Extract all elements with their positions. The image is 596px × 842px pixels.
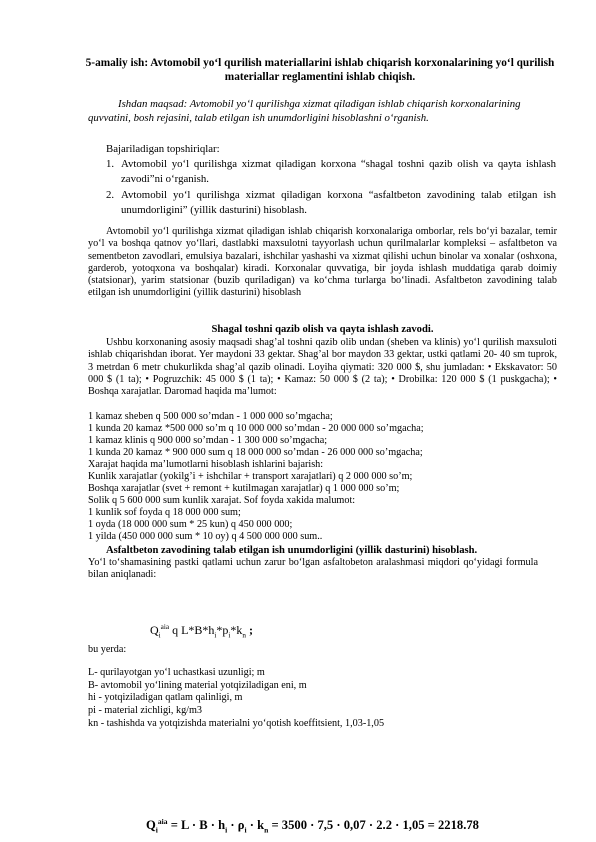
calc-line: Xarajat haqida ma’lumotlarni hisoblash ishlarini bajarish: xyxy=(88,459,324,470)
calc-line: 1 yilda (450 000 000 sum * 10 oy) q 4 500 000 000 sum.. xyxy=(88,531,323,542)
formula-asphalt-quantity: $Q_i^{aia}$ q $L*B*h_i*p_i*k_n$ ; xyxy=(150,623,253,640)
definition-line: pi - material zichligi, kg/m3 xyxy=(88,705,203,716)
definition-line: hi - yotqiziladigan qatlam qalinligi, m xyxy=(88,692,243,703)
intro-paragraph: Avtomobil yo‘l qurilishga xizmat qiladigan ishlab chiqarish korxonalariga omborlar, rels bo‘yi bazalar, temir yo‘l va boshqa qatnov yo‘llari, dastlabki maxsulotni tayyorlash uchun qurilmalarlar kompleksi – asfaltbeton va sementbeton zavodlari, emulsiya bazalari, ishchilar yashashi va xizmat qilishi uchun binolar va xonalar (oshxona, garderob, yotoqxona va boshqalar) kiradi. Korxonalar quvvatiga, bir joyda ishlash muddatiga qarab doimiy (statsionar), yarim statsionar (buzib quriladigan) va ko‘chma turlarga bo‘linadi. Asfaltbeton zavodining talab etilgan ish unumdorligini (yillik dasturini) hisoblash xyxy=(88,226,557,299)
calc-line: 1 kunda 20 kamaz * 900 000 sum q 18 000 000 so’mdan - 26 000 000 so’mgacha; xyxy=(88,447,423,458)
section-heading-asphalt: Asfaltbeton zavodining talab etilgan ish unumdorligini (yillik dasturini) hisoblash. xyxy=(106,545,478,556)
task-number: 1. xyxy=(106,158,115,170)
calc-line: 1 kamaz sheben q 500 000 so’mdan - 1 000 000 so’mgacha; xyxy=(88,411,333,422)
task-text: Avtomobil yo‘l qurilishga xizmat qiladigan korxona “asfaltbeton zavodining talab etilgan ish unumdorligini” (yillik dasturini) hisoblash. xyxy=(121,189,556,216)
where-label: bu yerda: xyxy=(88,644,127,655)
tasks-heading: Bajariladigan topshiriqlar: xyxy=(106,143,220,155)
calc-line: Solik q 5 600 000 sum kunlik xarajat. Sof foyda xakida malumot: xyxy=(88,495,356,506)
page-title: 5-amaliy ish: Avtomobil yo‘l qurilish materiallarini ishlab chiqarish korxonalarining yo‘l qurilish materiallar reglamentini ishlab chiqish. xyxy=(85,57,555,83)
calc-line: Boshqa xarajatlar (svet + remont + kutilmagan xarajatlar) q 1 000 000 so’m; xyxy=(88,483,400,494)
task-item-2 xyxy=(106,188,556,218)
definition-line: L- qurilayotgan yo‘l uchastkasi uzunligi; m xyxy=(88,667,265,678)
asphalt-paragraph: Yo‘l to‘shamasining pastki qatlami uchun zarur bo‘lgan asfaltobeton aralashmasi miqdori qo‘yidagi formula bilan aniqlanadi: xyxy=(88,557,538,581)
calc-line: 1 kunda 20 kamaz *500 000 so’m q 10 000 000 so’mdan - 20 000 000 so’mgacha; xyxy=(88,423,424,434)
task-item-1 xyxy=(106,157,556,187)
definition-line: B- avtomobil yo‘lining material yotqiziladigan eni, m xyxy=(88,680,307,691)
calc-line: 1 kamaz klinis q 900 000 so’mdan - 1 300 000 so’mgacha; xyxy=(88,435,328,446)
section-heading-gravel: Shagal toshni qazib olish va qayta ishlash zavodi. xyxy=(211,324,434,335)
calc-line: 1 oyda (18 000 000 sum * 25 kun) q 450 000 000; xyxy=(88,519,293,530)
definition-line: kn - tashishda va yotqizishda materialni yo‘qotish koeffitsient, 1,03-1,05 xyxy=(88,718,385,729)
gravel-paragraph: Ushbu korxonaning asosiy maqsadi shag’al toshni qazib olib undan (sheben va klinis) yo‘l qurilish maxsuloti ishlab chiqarishdan iborat. Yer maydoni 33 gektar. Shag’al bor maydon 33 gektar, ustki qatlami 20- 40 sm tuprok, 3 metrdan 6 metr chukurlikda shag’al qazib olinadi. Loyiha qiymati: 320 000 $, shu jumladan: • Ekskavator: 50 000 $ (1 ta); • Pogruzchik: 45 000 $ (1 ta); • Kamaz: 50 000 $ (2 ta); • Drobilka: 120 000 $ (1 puskgacha); • Boshqa xarajatlar. Daromad haqida ma’lumot: xyxy=(88,337,557,398)
formula-asphalt-calculation: $Q_i^{aia} = L \cdot B \cdot h_i \cdot \rho_i \cdot k_n = 3500 \cdot 7,5 \cdot 0,07 \cdot 2.2 \cdot 1,05 = 2218.78$ xyxy=(146,816,479,835)
task-number: 2. xyxy=(106,189,115,201)
aim-paragraph: Ishdan maqsad: Avtomobil yo‘l qurilishga xizmat qiladigan ishlab chiqarish korxonalarining quvvatini, bosh rejasini, talab etilgan ish unumdorligini hisoblashni o‘rganish. xyxy=(88,98,521,124)
calc-line: 1 kunlik sof foyda q 18 000 000 sum; xyxy=(88,507,241,518)
calc-line: Kunlik xarajatlar (yokilg’i + ishchilar + transport xarajatlari) q 2 000 000 so’m; xyxy=(88,471,413,482)
task-text: Avtomobil yo‘l qurilishga xizmat qiladigan korxona “shagal toshni qazib olish va qayta ishlash zavodi”ni o‘rganish. xyxy=(121,158,556,185)
